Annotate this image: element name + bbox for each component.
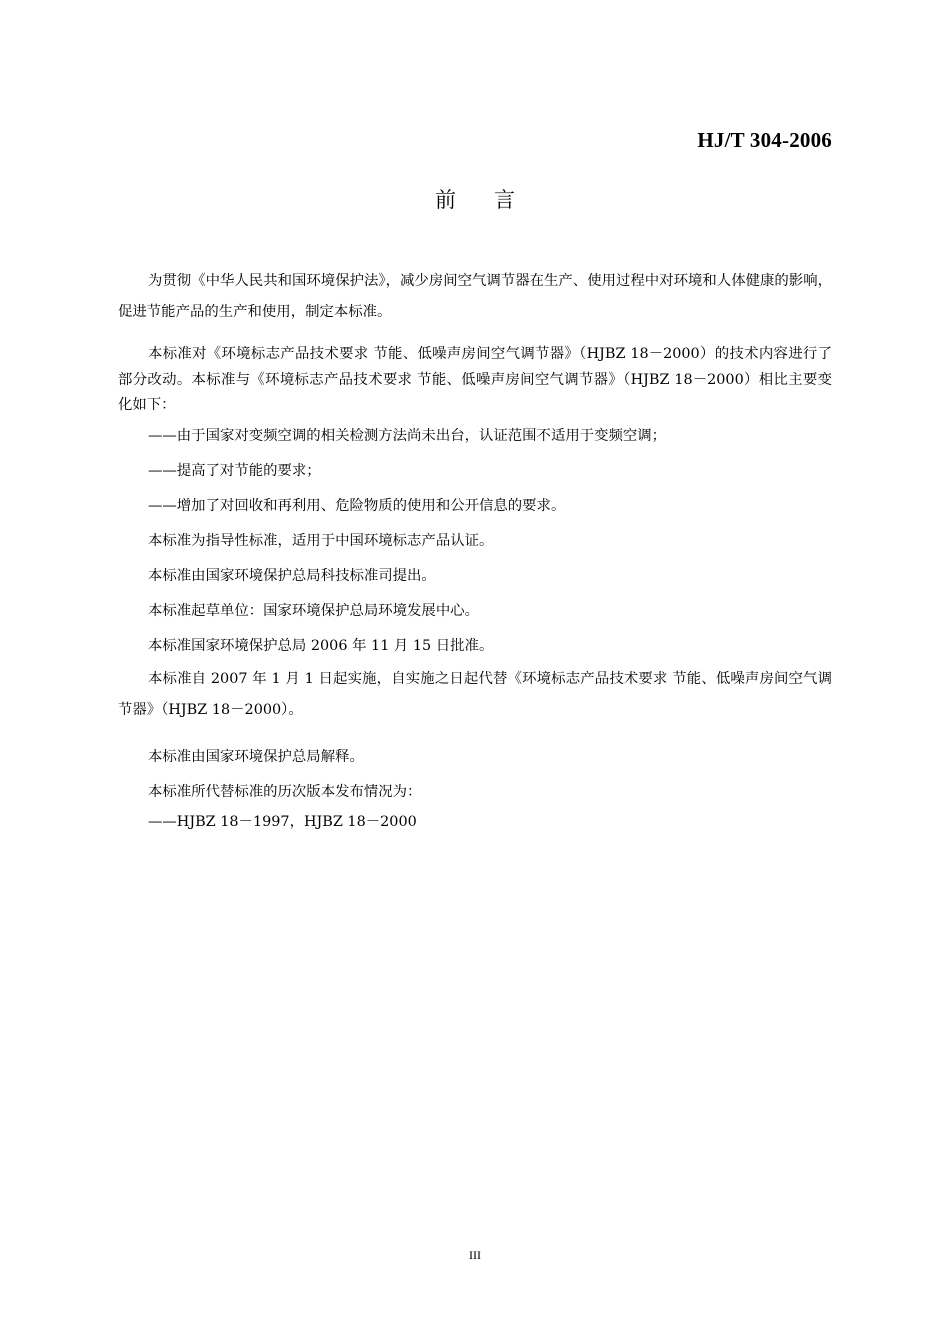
paragraph-history-intro: 本标准所代替标准的历次版本发布情况为： xyxy=(148,783,422,800)
paragraph-effective-date: 本标准自 2007 年 1 月 1 日起实施，自实施之日起代替《环境标志产品技术要求 节能、低噪声房间空气调节器》（HJBZ 18－2000）。 xyxy=(118,670,832,718)
list-item-change: ——增加了对回收和再利用、危险物质的使用和公开信息的要求。 xyxy=(148,497,566,514)
list-item-change: ——由于国家对变频空调的相关检测方法尚未出台，认证范围不适用于变频空调； xyxy=(148,427,667,444)
paragraph-scope: 本标准为指导性标准，适用于中国环境标志产品认证。 xyxy=(148,532,494,549)
standard-code: HJ/T 304-2006 xyxy=(697,128,832,152)
paragraph-approval: 本标准国家环境保护总局 2006 年 11 月 15 日批准。 xyxy=(148,637,494,654)
preface-body xyxy=(118,266,832,835)
paragraph-spacer xyxy=(118,328,832,342)
paragraph-drafter: 本标准起草单位：国家环境保护总局环境发展中心。 xyxy=(148,602,479,619)
paragraph-spacer xyxy=(118,726,832,740)
page-title: 前言 xyxy=(435,188,553,212)
list-item-history: ——HJBZ 18－1997，HJBZ 18－2000 xyxy=(148,813,417,830)
page-number: III xyxy=(469,1248,481,1262)
paragraph-changes-intro: 本标准对《环境标志产品技术要求 节能、低噪声房间空气调节器》（HJBZ 18－2000）的技术内容进行了部分改动。本标准与《环境标志产品技术要求 节能、低噪声房间空气调节器》（HJBZ 18－2000）相比主要变化如下： xyxy=(118,346,832,413)
paragraph-purpose: 为贯彻《中华人民共和国环境保护法》，减少房间空气调节器在生产、使用过程中对环境和人体健康的影响，促进节能产品的生产和使用，制定本标准。 xyxy=(118,273,832,320)
paragraph-proposer: 本标准由国家环境保护总局科技标准司提出。 xyxy=(148,567,436,584)
paragraph-interpretation: 本标准由国家环境保护总局解释。 xyxy=(148,748,364,765)
list-item-change: ——提高了对节能的要求； xyxy=(148,462,321,479)
